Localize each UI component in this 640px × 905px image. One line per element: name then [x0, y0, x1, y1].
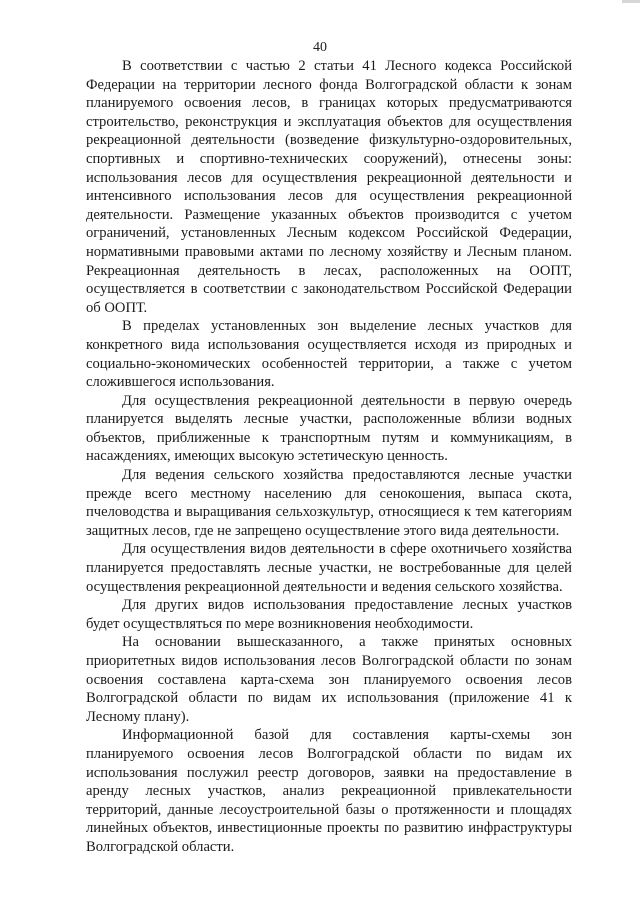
scan-edge-mark: [622, 0, 640, 3]
body-text: [86, 57, 572, 857]
paragraph: В пределах установленных зон выделение лесных участков для конкретного вида использования осуществляется исходя из природных и социально-экономических особенностей территории, а также с учетом сложившегося использования.: [86, 318, 572, 391]
page-number: 40: [313, 40, 327, 55]
paragraph: Для осуществления рекреационной деятельности в первую очередь планируется выделять лесные участки, расположенные вблизи водных объектов, приближенные к транспортным путям и коммуникациям, в насаждениях, имеющих высокую эстетическую ценность.: [86, 392, 572, 465]
paragraph: Для осуществления видов деятельности в сфере охотничьего хозяйства планируется предоставлять лесные участки, не востребованные для целей осуществления рекреационной деятельности и ведения сельского хозяйства.: [86, 541, 572, 595]
paragraph: Для ведения сельского хозяйства предоставляются лесные участки прежде всего местному населению для сенокошения, выпаса скота, пчеловодства и выращивания сельхозкультур, относящиеся к тем категориям защитных лесов, где не запрещено осуществление этого вида деятельности.: [86, 467, 572, 539]
paragraph: На основании вышесказанного, а также принятых основных приоритетных видов использования лесов Волгоградской области по зонам освоения составлена карта-схема зон планируемого освоения лесов Волгоградской области по видам их использования (приложение 41 к Лесному плану).: [86, 634, 572, 725]
paragraph: В соответствии с частью 2 статьи 41 Лесного кодекса Российской Федерации на территории лесного фонда Волгоградской области к зонам планируемого освоения лесов, в границах которых предусматриваются строительство, реконструкция и эксплуатация объектов для осуществления рекреационной деятельности (возведение физкультурно-оздоровительных, спортивных и спортивно-технических сооружений), отнесены зоны: использования лесов для осуществления рекреационной деятельности и интенсивного использования лесов для осуществления рекреационной деятельности. Размещение указанных объектов производится с учетом ограничений, установленных Лесным кодексом Российской Федерации, нормативными правовыми актами по лесному хозяйству и Лесным планом. Рекреационная деятельность в лесах, расположенных на ООПТ, осуществляется в соответствии с законодательством Российской Федерации об ООПТ.: [86, 58, 572, 316]
paragraph: Информационной базой для составления карты-схемы зон планируемого освоения лесов Волгоградской области по видам их использования послужил реестр договоров, заявки на предоставление в аренду лесных участков, анализ рекреационной привлекательности территорий, данные лесоустроительной базы о протяженности и площадях линейных объектов, инвестиционные проекты по развитию инфраструктуры Волгоградской области.: [86, 727, 572, 855]
paragraph: Для других видов использования предоставление лесных участков будет осуществляться по мере возникновения необходимости.: [86, 597, 572, 632]
